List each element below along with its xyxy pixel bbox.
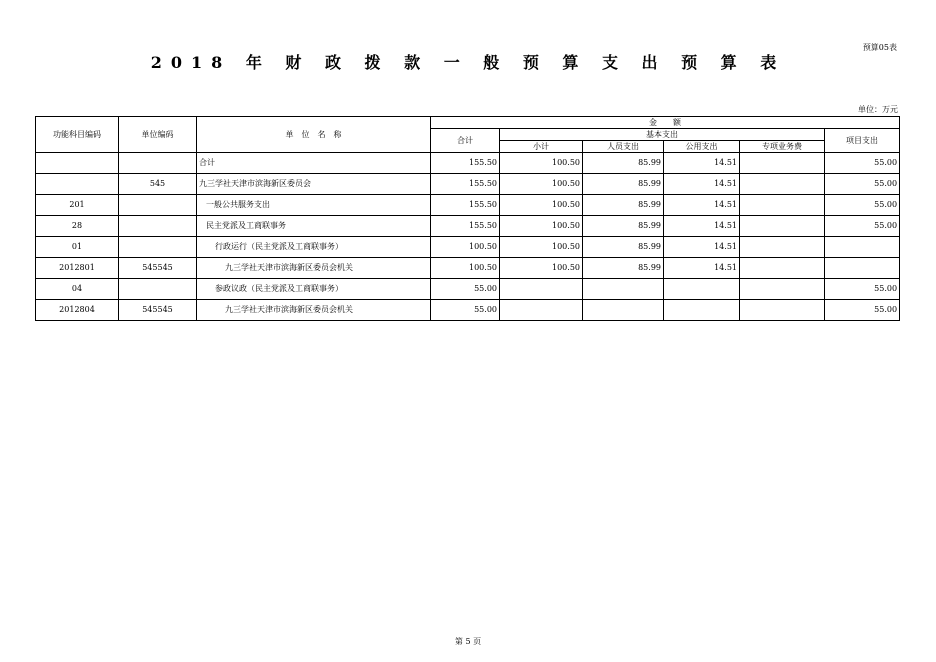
cell-public: 14.51 xyxy=(664,195,740,216)
cell-public: 14.51 xyxy=(664,174,740,195)
cell-personnel: 85.99 xyxy=(583,174,664,195)
cell-unit-code: 545545 xyxy=(119,258,197,279)
cell-unit-code xyxy=(119,195,197,216)
cell-subtotal: 100.50 xyxy=(500,153,583,174)
cell-special xyxy=(740,300,825,321)
cell-subtotal xyxy=(500,300,583,321)
header-unit-code: 单位编码 xyxy=(119,117,197,153)
cell-special xyxy=(740,153,825,174)
header-public: 公用支出 xyxy=(664,141,740,153)
table-row xyxy=(36,174,900,195)
cell-subtotal: 100.50 xyxy=(500,195,583,216)
cell-project xyxy=(825,258,900,279)
cell-unit-code xyxy=(119,237,197,258)
header-unit-name: 单 位 名 称 xyxy=(197,117,431,153)
header-special: 专项业务费 xyxy=(740,141,825,153)
page-number: 第 5 页 xyxy=(454,637,482,646)
cell-unit-name: 参政议政（民主党派及工商联事务） xyxy=(197,279,431,300)
cell-total: 100.50 xyxy=(431,237,500,258)
cell-personnel: 85.99 xyxy=(583,237,664,258)
cell-total: 55.00 xyxy=(431,300,500,321)
unit-label: 单位：万元 xyxy=(858,105,898,114)
cell-total: 155.50 xyxy=(431,195,500,216)
cell-unit-name: 九三学社天津市滨海新区委员会机关 xyxy=(197,300,431,321)
cell-public: 14.51 xyxy=(664,153,740,174)
form-number: 预算05表 xyxy=(862,43,897,52)
cell-subtotal: 100.50 xyxy=(500,216,583,237)
cell-personnel xyxy=(583,300,664,321)
cell-project: 55.00 xyxy=(825,174,900,195)
table-row xyxy=(36,300,900,321)
cell-unit-name: 九三学社天津市滨海新区委员会 xyxy=(197,174,431,195)
cell-public xyxy=(664,279,740,300)
cell-unit-code xyxy=(119,216,197,237)
cell-special xyxy=(740,279,825,300)
cell-subtotal: 100.50 xyxy=(500,237,583,258)
table-row xyxy=(36,153,900,174)
cell-unit-code xyxy=(119,279,197,300)
cell-project: 55.00 xyxy=(825,300,900,321)
cell-func-code: 01 xyxy=(36,237,119,258)
cell-project: 55.00 xyxy=(825,195,900,216)
cell-func-code xyxy=(36,174,119,195)
cell-unit-code: 545545 xyxy=(119,300,197,321)
table-body xyxy=(36,153,900,321)
cell-func-code xyxy=(36,153,119,174)
cell-total: 100.50 xyxy=(431,258,500,279)
cell-func-code: 201 xyxy=(36,195,119,216)
cell-project: 55.00 xyxy=(825,153,900,174)
cell-project xyxy=(825,237,900,258)
cell-func-code: 28 xyxy=(36,216,119,237)
header-subtotal: 小计 xyxy=(500,141,583,153)
cell-subtotal: 100.50 xyxy=(500,258,583,279)
page-title: 2018 年 财 政 拨 款 一 般 预 算 支 出 预 算 表 xyxy=(150,53,786,72)
cell-total: 155.50 xyxy=(431,153,500,174)
header-total: 合计 xyxy=(431,129,500,153)
cell-func-code: 04 xyxy=(36,279,119,300)
cell-personnel: 85.99 xyxy=(583,216,664,237)
cell-unit-name: 合计 xyxy=(197,153,431,174)
table-header xyxy=(36,117,900,153)
header-amount: 金 额 xyxy=(431,117,900,129)
table-row xyxy=(36,258,900,279)
cell-project: 55.00 xyxy=(825,279,900,300)
cell-func-code: 2012804 xyxy=(36,300,119,321)
table-row xyxy=(36,195,900,216)
cell-public: 14.51 xyxy=(664,258,740,279)
cell-subtotal: 100.50 xyxy=(500,174,583,195)
cell-unit-name: 一般公共服务支出 xyxy=(197,195,431,216)
cell-total: 155.50 xyxy=(431,174,500,195)
cell-personnel: 85.99 xyxy=(583,195,664,216)
cell-personnel: 85.99 xyxy=(583,153,664,174)
table-row xyxy=(36,279,900,300)
cell-func-code: 2012801 xyxy=(36,258,119,279)
table-row xyxy=(36,237,900,258)
header-project: 项目支出 xyxy=(825,129,900,153)
cell-unit-name: 行政运行（民主党派及工商联事务） xyxy=(197,237,431,258)
cell-subtotal xyxy=(500,279,583,300)
cell-total: 155.50 xyxy=(431,216,500,237)
cell-public: 14.51 xyxy=(664,216,740,237)
header-func-code: 功能科目编码 xyxy=(36,117,119,153)
cell-unit-code: 545 xyxy=(119,174,197,195)
cell-special xyxy=(740,174,825,195)
table-row xyxy=(36,216,900,237)
cell-special xyxy=(740,195,825,216)
cell-special xyxy=(740,237,825,258)
cell-unit-name: 九三学社天津市滨海新区委员会机关 xyxy=(197,258,431,279)
header-basic: 基本支出 xyxy=(500,129,825,141)
header-personnel: 人员支出 xyxy=(583,141,664,153)
cell-special xyxy=(740,258,825,279)
cell-total: 55.00 xyxy=(431,279,500,300)
cell-unit-name: 民主党派及工商联事务 xyxy=(197,216,431,237)
budget-table xyxy=(35,116,900,321)
cell-personnel xyxy=(583,279,664,300)
cell-public: 14.51 xyxy=(664,237,740,258)
cell-project: 55.00 xyxy=(825,216,900,237)
cell-special xyxy=(740,216,825,237)
cell-personnel: 85.99 xyxy=(583,258,664,279)
cell-public xyxy=(664,300,740,321)
cell-unit-code xyxy=(119,153,197,174)
